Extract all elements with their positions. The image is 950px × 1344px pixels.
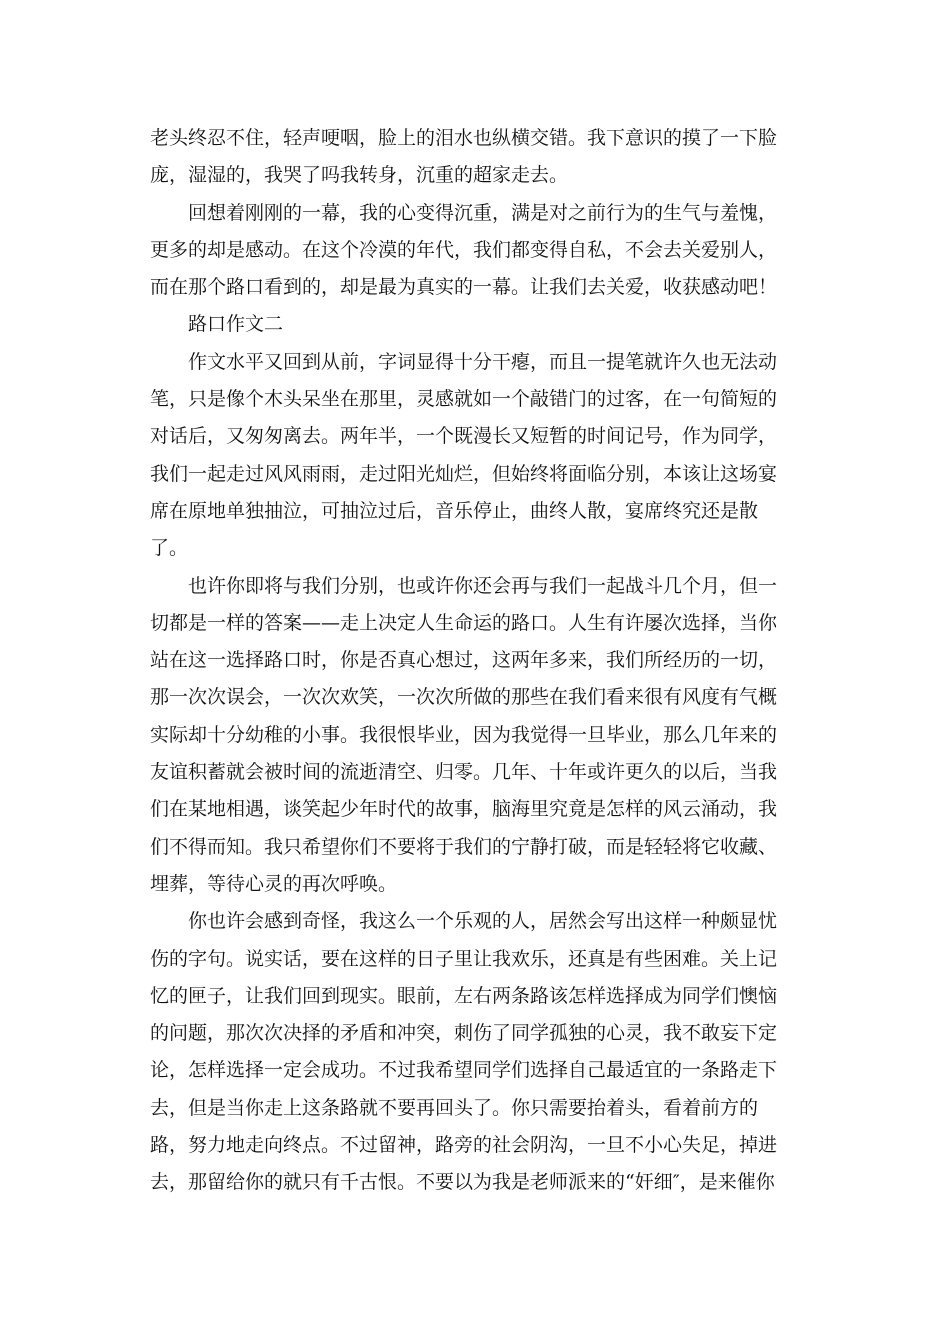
text-line: 去，那留给你的就只有千古恨。不要以为我是老师派来的“奸细″，是来催你 bbox=[150, 1171, 775, 1194]
text-line: 而在那个路口看到的，却是最为真实的一幕。让我们去关爱，收获感动吧！ bbox=[150, 276, 778, 299]
text-line: 们在某地相遇，谈笑起少年时代的故事，脑海里究竟是怎样的风云涌动，我 bbox=[150, 798, 778, 821]
text-line: 站在这一选择路口时，你是否真心想过，这两年多来，我们所经历的一切， bbox=[150, 649, 778, 672]
text-line: 切都是一样的答案——走上决定人生命运的路口。人生有许屡次选择，当你 bbox=[150, 611, 778, 634]
text-line: 路口作文二 bbox=[188, 313, 284, 336]
text-line: 去，但是当你走上这条路就不要再回头了。你只需要抬着头，看着前方的 bbox=[150, 1096, 759, 1119]
text-line: 庞，湿湿的，我哭了吗我转身，沉重的超家走去。 bbox=[150, 164, 569, 187]
text-line: 伤的字句。说实话，要在这样的日子里让我欢乐，还真是有些困难。关上记 bbox=[150, 947, 778, 970]
text-line: 老头终忍不住，轻声哽咽，脸上的泪水也纵横交错。我下意识的摸了一下脸 bbox=[150, 127, 778, 149]
text-line: 友谊积蓄就会被时间的流逝清空、归零。几年、十年或许更久的以后，当我 bbox=[150, 761, 778, 784]
text-line: 我们一起走过风风雨雨，走过阳光灿烂，但始终将面临分别，本该让这场宴 bbox=[150, 462, 778, 485]
text-line: 忆的匣子，让我们回到现实。眼前，左右两条路该怎样选择成为同学们懊恼 bbox=[150, 984, 778, 1007]
text-line: 对话后，又匆匆离去。两年半，一个既漫长又短暂的时间记号，作为同学， bbox=[150, 425, 778, 448]
text-line: 笔，只是像个木头呆坐在那里，灵感就如一个敲错门的过客，在一句简短的 bbox=[150, 388, 778, 411]
text-line: 那一次次误会，一次次欢笑，一次次所做的那些在我们看来很有风度有气概 bbox=[150, 686, 778, 709]
text-line: 的问题，那次次决择的矛盾和冲突，刺伤了同学孤独的心灵，我不敢妄下定 bbox=[150, 1022, 778, 1045]
text-line: 们不得而知。我只希望你们不要将于我们的宁静打破，而是轻轻将它收藏、 bbox=[150, 835, 778, 858]
text-line: 论，怎样选择一定会成功。不过我希望同学们选择自己最适宜的一条路走下 bbox=[150, 1059, 778, 1082]
essay-text bbox=[150, 120, 800, 1202]
text-line: 也许你即将与我们分别，也或许你还会再与我们一起战斗几个月，但一 bbox=[188, 574, 778, 597]
text-line: 作文水平又回到从前，字词显得十分干瘪，而且一提笔就许久也无法动 bbox=[188, 350, 778, 373]
text-line: 更多的却是感动。在这个冷漠的年代，我们都变得自私，不会去关爱别人， bbox=[150, 238, 778, 261]
text-line: 席在原地单独抽泣，可抽泣过后，音乐停止，曲终人散，宴席终究还是散 bbox=[150, 499, 759, 522]
text-line: 路，努力地走向终点。不过留神，路旁的社会阴沟，一旦不小心失足，掉进 bbox=[150, 1134, 778, 1157]
text-line: 埋葬，等待心灵的再次呼唤。 bbox=[150, 872, 398, 895]
text-line: 回想着刚刚的一幕，我的心变得沉重，满是对之前行为的生气与羞愧， bbox=[188, 201, 778, 224]
text-line: 了。 bbox=[150, 537, 189, 560]
text-line: 实际却十分幼稚的小事。我很恨毕业，因为我觉得一旦毕业，那么几年来的 bbox=[150, 723, 778, 746]
text-line: 你也许会感到奇怪，我这么一个乐观的人，居然会写出这样一种颇显忧 bbox=[188, 910, 778, 933]
